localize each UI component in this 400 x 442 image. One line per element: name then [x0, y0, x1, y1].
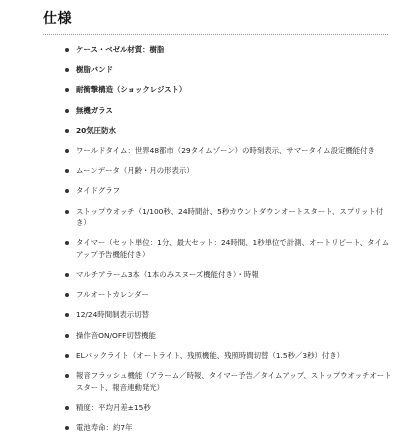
spec-item [62, 84, 392, 96]
spec-item-text: 樹脂バンド [76, 65, 113, 75]
bullet-icon [65, 109, 69, 113]
bullet-icon [65, 48, 69, 52]
bullet-icon [65, 374, 69, 378]
spec-item [62, 105, 392, 117]
spec-item-text: ケース・ベゼル材質：樹脂 [76, 45, 165, 54]
bullet-icon [65, 241, 69, 245]
bullet-icon [65, 426, 69, 430]
spec-item [62, 125, 392, 137]
spec-item [62, 44, 392, 56]
bullet-icon [65, 149, 69, 153]
bullet-icon [65, 189, 69, 193]
spec-item-text: 電池寿命：約7年 [76, 422, 133, 432]
bullet-icon [65, 273, 69, 277]
bullet-icon [65, 313, 69, 317]
spec-item [62, 350, 392, 362]
spec-item-text: タイドグラフ [76, 186, 121, 196]
bullet-icon [65, 406, 69, 410]
spec-item-text: フルオートカレンダー [76, 290, 149, 300]
spec-item-text: ELバックライト（オートライト、残照機能、残照時間切替（1.5秒／3秒）付き） [76, 350, 345, 360]
spec-item-text: 精度：平均月差±15秒 [76, 402, 151, 412]
spec-list [62, 44, 392, 442]
bullet-icon [65, 129, 69, 133]
spec-item-text: 耐衝撃構造（ショックレジスト） [76, 85, 187, 95]
spec-item [62, 422, 392, 434]
spec-item [62, 402, 392, 414]
spec-item [62, 309, 392, 321]
spec-item [62, 370, 392, 393]
bullet-icon [65, 88, 69, 92]
spec-item [62, 165, 392, 177]
bullet-icon [65, 334, 69, 338]
bullet-icon [65, 293, 69, 297]
spec-item [62, 206, 392, 229]
spec-item [62, 330, 392, 342]
bullet-icon [65, 354, 69, 358]
spec-item-text: ストップウオッチ（1/100秒、24時間計、5秒カウントダウンオートスタート、スプリット付き） [76, 206, 384, 228]
title-divider [43, 34, 388, 35]
spec-item [62, 269, 392, 281]
spec-item-text: マルチアラーム3本（1本のみスヌーズ機能付き）・時報 [76, 270, 259, 280]
page-title: 仕様 [43, 11, 72, 27]
spec-item-text: 12/24時間制表示切替 [76, 310, 150, 320]
spec-item [62, 289, 392, 301]
spec-item-text: 報音フラッシュ機能（アラーム／時報、タイマー予告／タイムアップ、ストップウオッチオートスタート、報音連動発光） [76, 371, 392, 392]
spec-item [62, 185, 392, 197]
spec-item-text: タイマー（セット単位：1分、最大セット：24時間、1秒単位で計測、オートリピート、タイムアップ予告機能付き） [76, 238, 390, 259]
spec-item-text: 操作音ON/OFF切替機能 [76, 330, 156, 340]
spec-item-text: 20気圧防水 [76, 125, 116, 135]
spec-item-text: ムーンデータ（月齢・月の形表示） [76, 166, 194, 176]
spec-item-text: ワールドタイム：世界48都市（29タイムゾーン）の時刻表示、サマータイム設定機能付き [76, 145, 375, 155]
bullet-icon [65, 210, 69, 214]
spec-item [62, 64, 392, 76]
bullet-icon [65, 68, 69, 72]
spec-item [62, 237, 392, 260]
spec-item [62, 145, 392, 157]
spec-item-text: 無機ガラス [76, 105, 113, 115]
bullet-icon [65, 169, 69, 173]
